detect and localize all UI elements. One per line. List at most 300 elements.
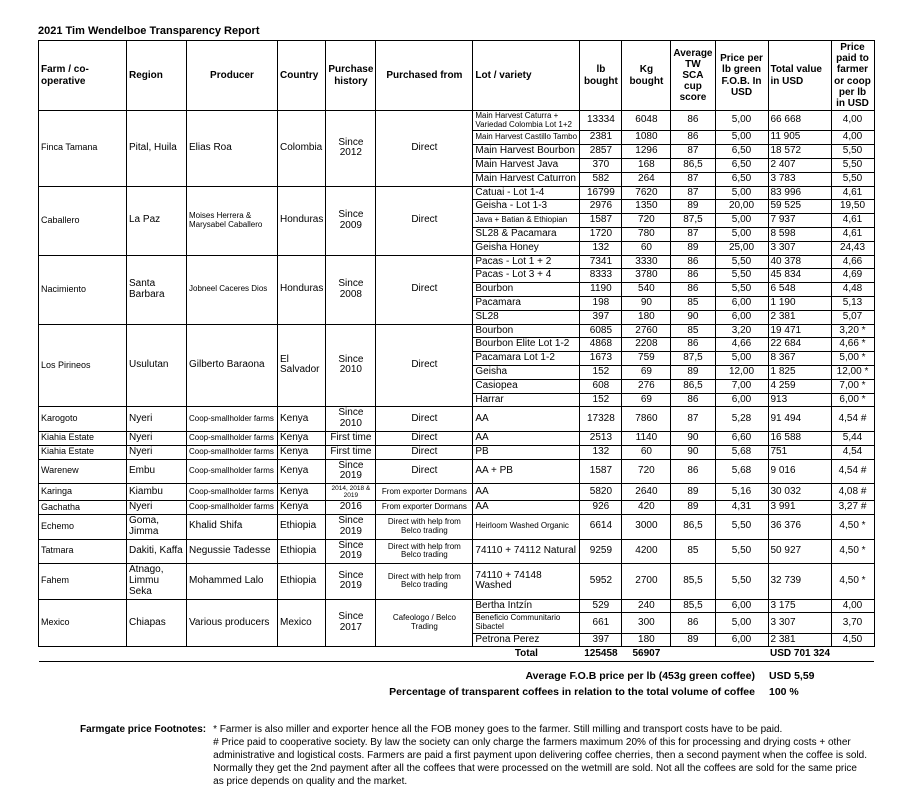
history-cell: Since 2017 <box>326 599 376 647</box>
column-header: Total value in USD <box>768 41 831 111</box>
kg-cell: 3330 <box>622 255 671 269</box>
score-cell: 85,5 <box>671 599 715 613</box>
lb-cell: 6085 <box>580 324 622 338</box>
lot-cell: Bertha Intzín <box>473 599 580 613</box>
price-cell: 5,00 <box>715 227 768 241</box>
from-cell: Direct <box>376 459 473 484</box>
lb-cell: 397 <box>580 633 622 647</box>
footnotes-label: Farmgate price Footnotes: <box>80 723 207 735</box>
history-cell: First time <box>326 445 376 459</box>
producer-cell: Coop-smallholder farms <box>187 484 278 501</box>
farmer-cell: 4,61 <box>831 227 874 241</box>
lb-cell: 4868 <box>580 338 622 352</box>
country-cell: Honduras <box>278 255 326 324</box>
kg-cell: 240 <box>622 599 671 613</box>
lot-cell: AA <box>473 501 580 515</box>
table-row <box>39 407 875 432</box>
history-cell: Since 2019 <box>326 539 376 564</box>
table-row <box>39 539 875 564</box>
from-cell: Direct <box>376 324 473 407</box>
table-row <box>39 445 875 459</box>
lb-cell: 17328 <box>580 407 622 432</box>
farmer-cell: 4,54 # <box>831 407 874 432</box>
kg-cell: 720 <box>622 214 671 228</box>
farm-cell: Echemo <box>39 514 127 539</box>
total-cell: 11 905 <box>768 131 831 145</box>
price-cell: 6,00 <box>715 393 768 407</box>
transparency-percentage-line <box>38 685 900 701</box>
lot-cell: Bourbon Elite Lot 1-2 <box>473 338 580 352</box>
farmer-cell: 4,00 <box>831 131 874 145</box>
table-body <box>39 111 875 662</box>
producer-cell: Coop-smallholder farms <box>187 431 278 445</box>
country-cell: Ethiopia <box>278 514 326 539</box>
score-cell: 86 <box>671 111 715 131</box>
from-cell: Direct <box>376 445 473 459</box>
footnotes-body <box>213 723 868 788</box>
total-cell: 913 <box>768 393 831 407</box>
column-header: Lot / variety <box>473 41 580 111</box>
total-cell: 9 016 <box>768 459 831 484</box>
history-cell: Since 2019 <box>326 564 376 599</box>
total-cell: 50 927 <box>768 539 831 564</box>
region-cell: Nyeri <box>127 501 187 515</box>
country-cell: Kenya <box>278 484 326 501</box>
kg-cell: 759 <box>622 352 671 366</box>
farmer-cell: 5,07 <box>831 310 874 324</box>
from-cell: Direct <box>376 431 473 445</box>
summary-section <box>38 669 900 701</box>
lot-cell: Bourbon <box>473 324 580 338</box>
kg-cell: 6048 <box>622 111 671 131</box>
farm-cell: Karinga <box>39 484 127 501</box>
region-cell: La Paz <box>127 186 187 255</box>
history-cell: Since 2019 <box>326 459 376 484</box>
lot-cell: Harrar <box>473 393 580 407</box>
totals-kg: 56907 <box>622 647 671 662</box>
lot-cell: Catuai - Lot 1-4 <box>473 186 580 200</box>
price-cell: 5,28 <box>715 407 768 432</box>
score-cell: 87 <box>671 186 715 200</box>
total-cell: 30 032 <box>768 484 831 501</box>
lb-cell: 582 <box>580 172 622 186</box>
farm-cell: Gachatha <box>39 501 127 515</box>
country-cell: Honduras <box>278 186 326 255</box>
kg-cell: 420 <box>622 501 671 515</box>
lot-cell: SL28 & Pacamara <box>473 227 580 241</box>
history-cell: Since 2008 <box>326 255 376 324</box>
lb-cell: 132 <box>580 445 622 459</box>
country-cell: El Salvador <box>278 324 326 407</box>
lot-cell: Main Harvest Java <box>473 158 580 172</box>
lot-cell: Bourbon <box>473 283 580 297</box>
farm-cell: Fahem <box>39 564 127 599</box>
price-cell: 6,60 <box>715 431 768 445</box>
score-cell: 87,5 <box>671 352 715 366</box>
price-cell: 6,00 <box>715 599 768 613</box>
farmer-cell: 4,66 * <box>831 338 874 352</box>
score-cell: 89 <box>671 484 715 501</box>
producer-cell: Moises Herrera & Marysabel Caballero <box>187 186 278 255</box>
farm-cell: Kiahia Estate <box>39 445 127 459</box>
kg-cell: 1080 <box>622 131 671 145</box>
totals-spacer <box>39 647 473 662</box>
score-cell: 86 <box>671 459 715 484</box>
score-cell: 86,5 <box>671 514 715 539</box>
farmer-cell: 5,50 <box>831 158 874 172</box>
producer-cell: Coop-smallholder farms <box>187 501 278 515</box>
price-cell: 4,31 <box>715 501 768 515</box>
farmer-cell: 24,43 <box>831 241 874 255</box>
kg-cell: 7860 <box>622 407 671 432</box>
history-cell: Since 2012 <box>326 111 376 186</box>
lot-cell: Petrona Perez <box>473 633 580 647</box>
kg-cell: 3000 <box>622 514 671 539</box>
footnotes-section <box>38 723 900 788</box>
from-cell: Direct <box>376 407 473 432</box>
lb-cell: 926 <box>580 501 622 515</box>
from-cell: Direct <box>376 255 473 324</box>
kg-cell: 276 <box>622 379 671 393</box>
farmer-cell: 4,00 <box>831 599 874 613</box>
farmer-cell: 4,00 <box>831 111 874 131</box>
lb-cell: 198 <box>580 296 622 310</box>
country-cell: Kenya <box>278 407 326 432</box>
farmer-cell: 3,27 # <box>831 501 874 515</box>
lot-cell: Heirloom Washed Organic <box>473 514 580 539</box>
lb-cell: 8333 <box>580 269 622 283</box>
score-cell: 85 <box>671 539 715 564</box>
country-cell: Kenya <box>278 445 326 459</box>
total-cell: 66 668 <box>768 111 831 131</box>
lb-cell: 1587 <box>580 214 622 228</box>
score-cell: 85,5 <box>671 564 715 599</box>
region-cell: Atnago, Limmu Seka <box>127 564 187 599</box>
average-fob-value: USD 5,59 <box>769 670 815 683</box>
country-cell: Kenya <box>278 459 326 484</box>
total-cell: 8 367 <box>768 352 831 366</box>
table-row <box>39 324 875 338</box>
lot-cell: Main Harvest Caturron <box>473 172 580 186</box>
price-cell: 5,00 <box>715 131 768 145</box>
lot-cell: Pacamara <box>473 296 580 310</box>
farmer-cell: 4,50 <box>831 633 874 647</box>
total-cell: 91 494 <box>768 407 831 432</box>
transparency-table <box>38 40 875 662</box>
history-cell: Since 2009 <box>326 186 376 255</box>
country-cell: Kenya <box>278 431 326 445</box>
kg-cell: 4200 <box>622 539 671 564</box>
lot-cell: Main Harvest Castillo Tambo <box>473 131 580 145</box>
total-cell: 3 175 <box>768 599 831 613</box>
table-row <box>39 255 875 269</box>
price-cell: 5,50 <box>715 564 768 599</box>
kg-cell: 60 <box>622 445 671 459</box>
price-cell: 6,50 <box>715 145 768 159</box>
transparency-percentage-value: 100 % <box>769 686 799 699</box>
total-cell: 7 937 <box>768 214 831 228</box>
score-cell: 89 <box>671 241 715 255</box>
farmer-cell: 5,50 <box>831 172 874 186</box>
column-header: Purchased from <box>376 41 473 111</box>
from-cell: Direct with help from Belco trading <box>376 539 473 564</box>
history-cell: Since 2019 <box>326 514 376 539</box>
kg-cell: 540 <box>622 283 671 297</box>
lb-cell: 5820 <box>580 484 622 501</box>
kg-cell: 168 <box>622 158 671 172</box>
column-header: Country <box>278 41 326 111</box>
total-cell: 4 259 <box>768 379 831 393</box>
score-cell: 86 <box>671 255 715 269</box>
kg-cell: 69 <box>622 365 671 379</box>
lot-cell: Casiopea <box>473 379 580 393</box>
totals-lb: 125458 <box>580 647 622 662</box>
lb-cell: 13334 <box>580 111 622 131</box>
total-cell: 32 739 <box>768 564 831 599</box>
score-cell: 85 <box>671 296 715 310</box>
farmer-cell: 5,00 * <box>831 352 874 366</box>
kg-cell: 1140 <box>622 431 671 445</box>
score-cell: 89 <box>671 200 715 214</box>
total-cell: 3 783 <box>768 172 831 186</box>
region-cell: Goma, Jimma <box>127 514 187 539</box>
lb-cell: 16799 <box>580 186 622 200</box>
kg-cell: 180 <box>622 310 671 324</box>
kg-cell: 300 <box>622 613 671 633</box>
total-cell: 59 525 <box>768 200 831 214</box>
lb-cell: 132 <box>580 241 622 255</box>
total-cell: 3 307 <box>768 613 831 633</box>
average-fob-line <box>38 669 900 685</box>
history-cell: 2016 <box>326 501 376 515</box>
score-cell: 89 <box>671 633 715 647</box>
country-cell: Colombia <box>278 111 326 186</box>
from-cell: From exporter Dormans <box>376 501 473 515</box>
lb-cell: 608 <box>580 379 622 393</box>
price-cell: 5,00 <box>715 352 768 366</box>
producer-cell: Coop-smallholder farms <box>187 407 278 432</box>
kg-cell: 264 <box>622 172 671 186</box>
lot-cell: Geisha Honey <box>473 241 580 255</box>
lb-cell: 5952 <box>580 564 622 599</box>
farm-cell: Finca Tamana <box>39 111 127 186</box>
score-cell: 87 <box>671 227 715 241</box>
table-row <box>39 431 875 445</box>
total-cell: 16 588 <box>768 431 831 445</box>
history-cell: Since 2010 <box>326 324 376 407</box>
kg-cell: 780 <box>622 227 671 241</box>
lb-cell: 397 <box>580 310 622 324</box>
farmer-cell: 4,54 <box>831 445 874 459</box>
table-row <box>39 501 875 515</box>
column-header: Average TW SCA cup score <box>671 41 715 111</box>
price-cell: 6,50 <box>715 158 768 172</box>
lb-cell: 2381 <box>580 131 622 145</box>
price-cell: 5,50 <box>715 283 768 297</box>
price-cell: 5,00 <box>715 214 768 228</box>
price-cell: 6,00 <box>715 310 768 324</box>
lot-cell: AA <box>473 431 580 445</box>
farmer-cell: 4,08 # <box>831 484 874 501</box>
country-cell: Mexico <box>278 599 326 647</box>
price-cell: 20,00 <box>715 200 768 214</box>
kg-cell: 90 <box>622 296 671 310</box>
farmer-cell: 12,00 * <box>831 365 874 379</box>
price-cell: 5,50 <box>715 255 768 269</box>
lb-cell: 1673 <box>580 352 622 366</box>
farm-cell: Tatmara <box>39 539 127 564</box>
kg-cell: 2700 <box>622 564 671 599</box>
lot-cell: Geisha - Lot 1-3 <box>473 200 580 214</box>
kg-cell: 60 <box>622 241 671 255</box>
kg-cell: 720 <box>622 459 671 484</box>
column-header: Farm / co-operative <box>39 41 127 111</box>
lot-cell: AA <box>473 484 580 501</box>
farmer-cell: 3,20 * <box>831 324 874 338</box>
price-cell: 5,16 <box>715 484 768 501</box>
total-cell: 40 378 <box>768 255 831 269</box>
farmer-cell: 4,54 # <box>831 459 874 484</box>
price-cell: 12,00 <box>715 365 768 379</box>
score-cell: 86,5 <box>671 158 715 172</box>
lb-cell: 152 <box>580 365 622 379</box>
total-cell: 6 548 <box>768 283 831 297</box>
price-cell: 4,66 <box>715 338 768 352</box>
region-cell: Nyeri <box>127 445 187 459</box>
total-cell: 19 471 <box>768 324 831 338</box>
producer-cell: Gilberto Baraona <box>187 324 278 407</box>
price-cell: 5,00 <box>715 186 768 200</box>
total-cell: 83 996 <box>768 186 831 200</box>
table-row <box>39 111 875 131</box>
total-cell: 8 598 <box>768 227 831 241</box>
from-cell: Direct with help from Belco trading <box>376 514 473 539</box>
country-cell: Kenya <box>278 501 326 515</box>
footnote-hash: # Price paid to cooperative society. By law the society can only charge the farmers maximum 20% of this for processing and drying costs + other administrative and logistical costs. Farmers are paid a first payment upon delivering coffee cherries, then a second payment when the coffee is sold. Normally they get the 2nd payment after all the coffees that were processed on the wetmill are sold. Not all the coffees are sold for the same price as price depends on quality and the market. <box>213 736 868 787</box>
farm-cell: Mexico <box>39 599 127 647</box>
from-cell: Direct <box>376 111 473 186</box>
table-header <box>39 41 875 111</box>
farmer-cell: 7,00 * <box>831 379 874 393</box>
score-cell: 90 <box>671 445 715 459</box>
score-cell: 86 <box>671 269 715 283</box>
lot-cell: Geisha <box>473 365 580 379</box>
score-cell: 89 <box>671 365 715 379</box>
price-cell: 5,00 <box>715 613 768 633</box>
score-cell: 87,5 <box>671 214 715 228</box>
lot-cell: AA + PB <box>473 459 580 484</box>
region-cell: Dakiti, Kaffa <box>127 539 187 564</box>
producer-cell: Coop-smallholder farms <box>187 445 278 459</box>
farm-cell: Caballero <box>39 186 127 255</box>
score-cell: 87 <box>671 407 715 432</box>
lb-cell: 661 <box>580 613 622 633</box>
farmer-cell: 4,69 <box>831 269 874 283</box>
lot-cell: 74110 + 74148 Washed <box>473 564 580 599</box>
kg-cell: 180 <box>622 633 671 647</box>
lot-cell: Main Harvest Bourbon <box>473 145 580 159</box>
lb-cell: 6614 <box>580 514 622 539</box>
producer-cell: Jobneel Caceres Dios <box>187 255 278 324</box>
total-cell: 36 376 <box>768 514 831 539</box>
producer-cell: Mohammed Lalo <box>187 564 278 599</box>
farmer-cell: 5,44 <box>831 431 874 445</box>
header-row <box>39 41 875 111</box>
totals-value: USD 701 324 <box>768 647 874 662</box>
total-cell: 1 825 <box>768 365 831 379</box>
region-cell: Kiambu <box>127 484 187 501</box>
history-cell: 2014, 2018 & 2019 <box>326 484 376 501</box>
score-cell: 85 <box>671 324 715 338</box>
score-cell: 90 <box>671 310 715 324</box>
country-cell: Ethiopia <box>278 564 326 599</box>
lb-cell: 2513 <box>580 431 622 445</box>
producer-cell: Negussie Tadesse <box>187 539 278 564</box>
table-row <box>39 514 875 539</box>
farmer-cell: 6,00 * <box>831 393 874 407</box>
column-header: Kg bought <box>622 41 671 111</box>
price-cell: 6,00 <box>715 633 768 647</box>
column-header: Price paid to farmer or coop per lb in USD <box>831 41 874 111</box>
farm-cell: Warenew <box>39 459 127 484</box>
lb-cell: 7341 <box>580 255 622 269</box>
column-header: Purchase history <box>326 41 376 111</box>
region-cell: Nyeri <box>127 431 187 445</box>
history-cell: Since 2010 <box>326 407 376 432</box>
lb-cell: 370 <box>580 158 622 172</box>
price-cell: 25,00 <box>715 241 768 255</box>
score-cell: 87 <box>671 172 715 186</box>
score-cell: 90 <box>671 431 715 445</box>
score-cell: 86 <box>671 338 715 352</box>
farmer-cell: 4,61 <box>831 186 874 200</box>
lot-cell: Pacamara Lot 1-2 <box>473 352 580 366</box>
lb-cell: 2976 <box>580 200 622 214</box>
column-header: lb bought <box>580 41 622 111</box>
totals-score-spacer <box>671 647 715 662</box>
lb-cell: 152 <box>580 393 622 407</box>
farmer-cell: 4,50 * <box>831 514 874 539</box>
price-cell: 5,50 <box>715 539 768 564</box>
lb-cell: 1190 <box>580 283 622 297</box>
kg-cell: 7620 <box>622 186 671 200</box>
farm-cell: Kiahia Estate <box>39 431 127 445</box>
farmer-cell: 4,50 * <box>831 564 874 599</box>
price-cell: 5,00 <box>715 111 768 131</box>
total-cell: 45 834 <box>768 269 831 283</box>
lot-cell: Beneficio Communitario Sibactel <box>473 613 580 633</box>
price-cell: 5,68 <box>715 459 768 484</box>
price-cell: 6,00 <box>715 296 768 310</box>
table-row <box>39 564 875 599</box>
table-row <box>39 459 875 484</box>
region-cell: Chiapas <box>127 599 187 647</box>
totals-price-spacer <box>715 647 768 662</box>
total-cell: 18 572 <box>768 145 831 159</box>
table-row <box>39 186 875 200</box>
from-cell: Direct <box>376 186 473 255</box>
kg-cell: 69 <box>622 393 671 407</box>
footnote-star: * Farmer is also miller and exporter hence all the FOB money goes to the farmer. Still milling and transport costs have to be paid. <box>213 723 783 735</box>
region-cell: Pital, Huila <box>127 111 187 186</box>
producer-cell: Various producers <box>187 599 278 647</box>
lot-cell: AA <box>473 407 580 432</box>
from-cell: Cafeologo / Belco Trading <box>376 599 473 647</box>
totals-row <box>39 647 875 662</box>
kg-cell: 2640 <box>622 484 671 501</box>
total-cell: 3 991 <box>768 501 831 515</box>
score-cell: 87 <box>671 145 715 159</box>
